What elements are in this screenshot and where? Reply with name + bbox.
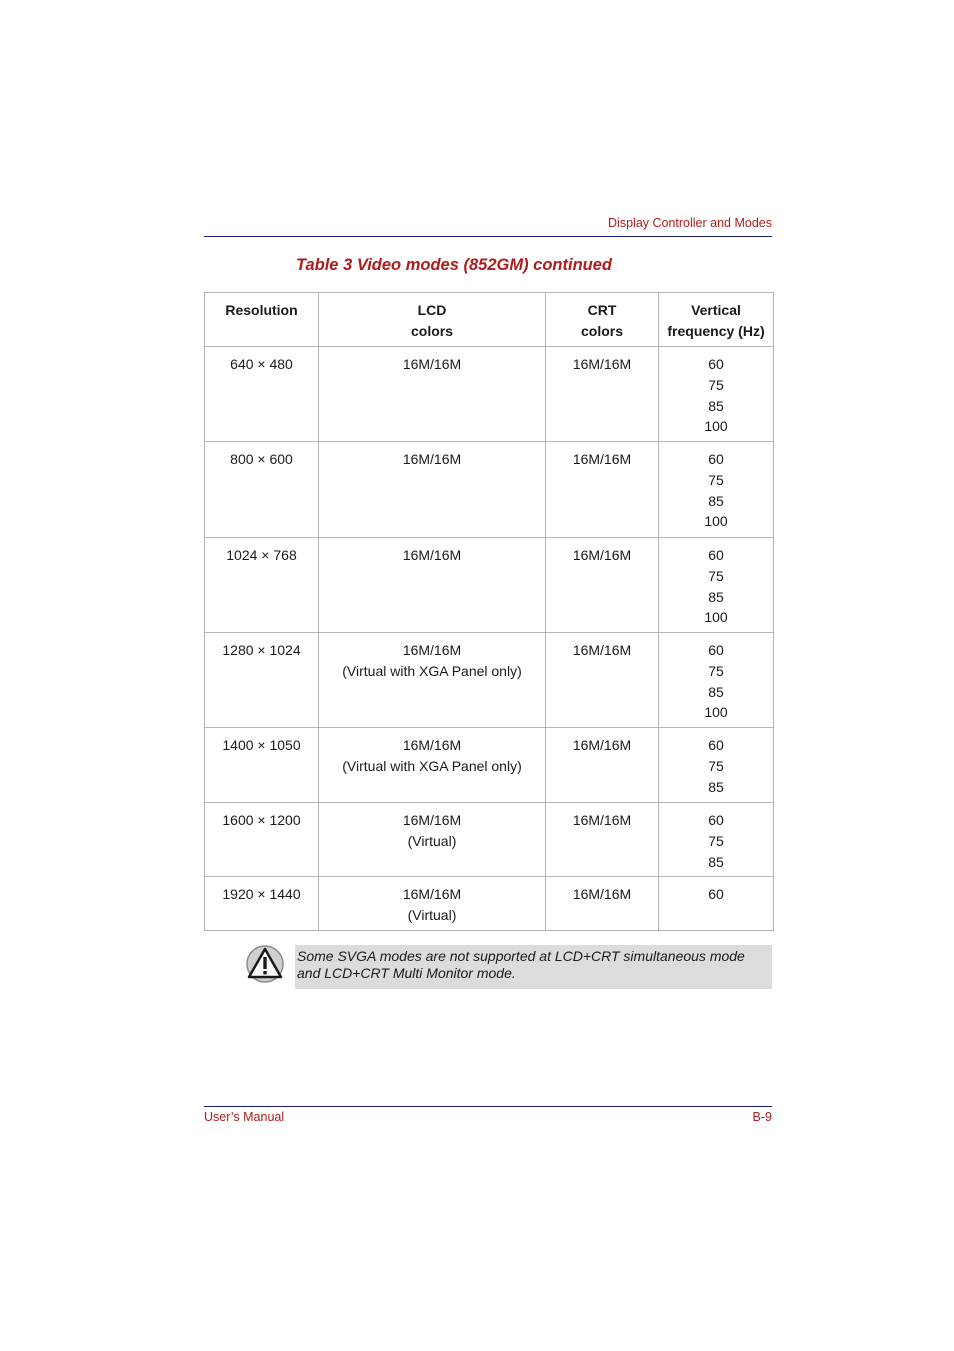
column-header-line: CRT [587, 302, 617, 318]
cell-line: 75 [708, 567, 724, 584]
cell-line: 85 [708, 588, 724, 605]
cell-resolution [205, 538, 319, 633]
cell-lcd-colors [319, 728, 546, 803]
cell-vertical-frequency [659, 347, 774, 442]
cell-line: 85 [708, 397, 724, 414]
note-box [295, 945, 772, 989]
cell-line: 16M/16M [572, 451, 632, 467]
cell-lcd-colors [319, 803, 546, 877]
cell-line: 16M/16M [572, 812, 632, 828]
table-body [205, 347, 774, 931]
column-header-line: LCD [417, 302, 447, 318]
cell-line: 16M/16M [402, 812, 462, 828]
cell-line: 800 × 600 [230, 451, 293, 467]
page-number: B-9 [752, 1110, 772, 1124]
cell-line: 75 [708, 662, 724, 679]
cell-line: 75 [708, 376, 724, 393]
column-header-line: frequency (Hz) [667, 322, 765, 339]
column-header-resolution [205, 293, 319, 347]
cell-line: (Virtual) [407, 832, 457, 849]
cell-lcd-colors [319, 442, 546, 538]
cell-resolution [205, 347, 319, 442]
cell-line: 100 [704, 704, 728, 721]
cell-line: 60 [708, 547, 724, 563]
cell-line: 60 [708, 737, 724, 753]
footer-manual-title: User’s Manual [204, 1110, 285, 1124]
cell-line: 16M/16M [572, 547, 632, 563]
table-title: Table 3 Video modes (852GM) continued [296, 256, 612, 274]
cell-line: 16M/16M [402, 886, 462, 902]
cell-line: 85 [708, 683, 724, 700]
cell-vertical-frequency [659, 633, 774, 728]
table-row [205, 877, 774, 931]
cell-resolution [205, 803, 319, 877]
column-header-line: colors [410, 322, 453, 339]
column-header-line: Resolution [225, 302, 298, 318]
column-header-lcd-colors [319, 293, 546, 347]
cell-crt-colors [546, 538, 659, 633]
column-header-line: Vertical [691, 302, 741, 318]
cell-line: (Virtual with XGA Panel only) [342, 662, 522, 679]
cell-resolution [205, 442, 319, 538]
cell-crt-colors [546, 442, 659, 538]
cell-resolution [205, 877, 319, 931]
cell-line: 100 [704, 609, 728, 626]
cell-line: 60 [708, 356, 724, 372]
cell-line: 85 [708, 778, 724, 795]
cell-line: 640 × 480 [230, 356, 293, 372]
table-row [205, 633, 774, 728]
cell-vertical-frequency [659, 442, 774, 538]
cell-vertical-frequency [659, 877, 774, 931]
cell-line: 1920 × 1440 [222, 886, 301, 902]
cell-line: 75 [708, 757, 724, 774]
cell-line: 60 [708, 451, 724, 467]
cell-crt-colors [546, 803, 659, 877]
cell-line: 1400 × 1050 [222, 737, 301, 753]
cell-vertical-frequency [659, 803, 774, 877]
running-header: Display Controller and Modes [608, 216, 772, 230]
cell-line: 1024 × 768 [226, 547, 297, 563]
cell-vertical-frequency [659, 538, 774, 633]
table-row [205, 803, 774, 877]
cell-crt-colors [546, 877, 659, 931]
column-header-line: colors [580, 322, 623, 339]
cell-line: 60 [708, 886, 724, 902]
table-row [205, 442, 774, 538]
cell-resolution [205, 633, 319, 728]
cell-line: 1280 × 1024 [222, 642, 301, 658]
column-header-crt-colors [546, 293, 659, 347]
cell-line: 16M/16M [402, 737, 462, 753]
cell-lcd-colors [319, 347, 546, 442]
cell-line: 60 [708, 642, 724, 658]
cell-lcd-colors [319, 538, 546, 633]
cell-line: 60 [708, 812, 724, 828]
cell-line: 16M/16M [402, 356, 462, 372]
cell-lcd-colors [319, 877, 546, 931]
table-row [205, 538, 774, 633]
table-row [205, 347, 774, 442]
table-header-row [205, 293, 774, 347]
column-header-vertical-frequency [659, 293, 774, 347]
table-row [205, 728, 774, 803]
cell-line: 16M/16M [572, 642, 632, 658]
cell-line: 16M/16M [402, 547, 462, 563]
header-divider [204, 236, 772, 237]
cell-line: (Virtual with XGA Panel only) [342, 757, 522, 774]
warning-icon [245, 944, 285, 984]
note-text: Some SVGA modes are not supported at LCD+CRT simultaneous mode and LCD+CRT Multi Monitor mode. [297, 948, 745, 981]
cell-crt-colors [546, 728, 659, 803]
cell-line: 1600 × 1200 [222, 812, 301, 828]
cell-line: 75 [708, 471, 724, 488]
cell-crt-colors [546, 347, 659, 442]
cell-line: 16M/16M [402, 451, 462, 467]
cell-line: 100 [704, 513, 728, 530]
cell-crt-colors [546, 633, 659, 728]
cell-resolution [205, 728, 319, 803]
video-modes-table [204, 292, 774, 931]
cell-line: 100 [704, 418, 728, 435]
footer-divider [204, 1106, 772, 1107]
cell-line: 85 [708, 492, 724, 509]
cell-line: 85 [708, 853, 724, 870]
cell-vertical-frequency [659, 728, 774, 803]
cell-line: 16M/16M [572, 737, 632, 753]
cell-line: 16M/16M [572, 886, 632, 902]
cell-line: 16M/16M [572, 356, 632, 372]
cell-line: 75 [708, 832, 724, 849]
cell-line: 16M/16M [402, 642, 462, 658]
cell-lcd-colors [319, 633, 546, 728]
cell-line: (Virtual) [407, 906, 457, 923]
